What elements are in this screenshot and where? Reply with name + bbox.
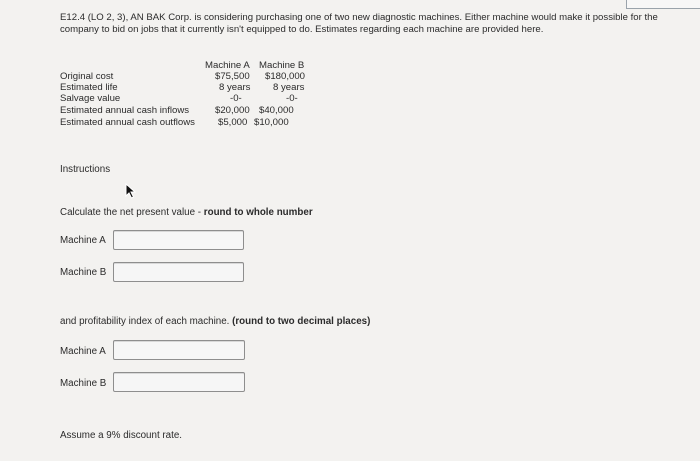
npv-prompt-text: Calculate the net present value - (60, 207, 204, 218)
pi-prompt-text: and profitability index of each machine. (60, 316, 233, 327)
npv-machine-a-input[interactable] (113, 230, 244, 250)
cell-annual-inflows-b: $40,000 (259, 105, 294, 116)
cell-annual-outflows-b: $10,000 (254, 117, 289, 128)
discount-rate-note (60, 430, 182, 441)
instructions-label: Instructions (60, 164, 111, 175)
problem-line-1: E12.4 (LO 2, 3), AN BAK Corp. is considering purchasing one of two new diagnostic machines. Either machine would make it possible for the (60, 12, 658, 23)
discount-rate-prefix: Assume a (60, 430, 107, 441)
cell-estimated-life-a: 8 years (219, 82, 251, 93)
cell-salvage-value-b: -0- (286, 93, 298, 104)
npv-machine-b-label: Machine B (60, 267, 107, 278)
cell-salvage-value-a: -0- (230, 93, 242, 104)
cell-annual-inflows-a: $20,000 (215, 105, 250, 116)
pi-prompt-rounding: (round to two decimal places) (232, 316, 371, 327)
problem-statement (60, 12, 700, 35)
pi-machine-b-label: Machine B (60, 378, 107, 389)
cell-original-cost-b: $180,000 (265, 71, 306, 82)
pi-machine-b-input[interactable] (113, 372, 245, 392)
discount-rate-suffix: discount rate. (120, 430, 183, 441)
row-label-salvage-value: Salvage value (60, 93, 121, 104)
npv-machine-a-label: Machine A (60, 235, 106, 246)
header-machine-a: Machine A (205, 60, 250, 71)
row-label-annual-inflows: Estimated annual cash inflows (60, 105, 190, 116)
cell-annual-outflows-a: $5,000 (218, 117, 248, 128)
pi-machine-a-label: Machine A (60, 346, 106, 357)
row-label-annual-outflows: Estimated annual cash outflows (60, 117, 195, 128)
cell-estimated-life-b: 8 years (273, 82, 305, 93)
row-label-original-cost: Original cost (60, 71, 114, 82)
discount-rate-value: 9% (106, 430, 121, 441)
pi-machine-a-input[interactable] (113, 340, 245, 360)
mouse-pointer-icon (124, 183, 138, 199)
npv-prompt-rounding: round to whole number (203, 207, 313, 218)
header-machine-b: Machine B (259, 60, 305, 71)
row-label-estimated-life: Estimated life (60, 82, 118, 93)
pi-prompt (60, 316, 370, 327)
npv-machine-b-input[interactable] (113, 262, 244, 282)
npv-prompt (60, 207, 313, 218)
cell-original-cost-a: $75,500 (215, 71, 250, 82)
problem-line-2: company to bid on jobs that it currently isn't equipped to do. Estimates regarding each machine are provided here. (60, 23, 544, 35)
top-right-input-box[interactable] (626, 0, 700, 9)
